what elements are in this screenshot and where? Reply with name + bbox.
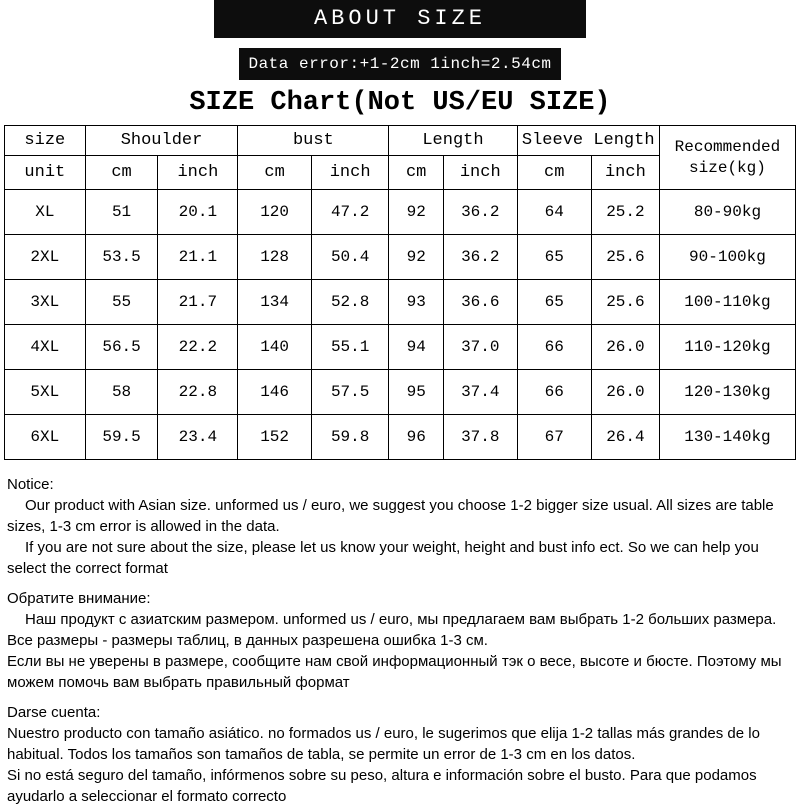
recommended-line2: size(kg) [689, 158, 766, 177]
table-row [5, 235, 796, 280]
value-cell: 93 [389, 280, 444, 325]
value-cell: 92 [389, 190, 444, 235]
notice-en-paragraph-2: If you are not sure about the size, please let us know your weight, height and bust info ect. So we can help you select the correct format [7, 539, 759, 577]
col-header-length: Length [389, 126, 517, 156]
table-row [5, 415, 796, 460]
unit-cell: inch [443, 156, 517, 190]
value-cell: 21.1 [158, 235, 238, 280]
size-cell: XL [5, 190, 86, 235]
notice-es-paragraph-1: Nuestro producto con tamaño asiático. no formados us / euro, le sugerimos que elija 1-2 tallas más grandes de lo habitual. Todos los tamaños son tamaños de tabla, se permite un error de 1-3 cm en los datos. [7, 725, 760, 763]
size-cell: 3XL [5, 280, 86, 325]
value-cell: 95 [389, 370, 444, 415]
unit-cell: cm [85, 156, 158, 190]
unit-cell: cm [238, 156, 312, 190]
size-cell: 2XL [5, 235, 86, 280]
value-cell: 25.6 [591, 235, 659, 280]
value-cell: 59.5 [85, 415, 158, 460]
size-cell: 5XL [5, 370, 86, 415]
value-cell: 94 [389, 325, 444, 370]
notice-ru-paragraph-3: Если вы не уверены в размере, сообщите нам свой информационный тэк о весе, высоте и бюсте. Поэтому мы можем помочь вам выбрать правильный формат [7, 653, 782, 691]
value-cell: 92 [389, 235, 444, 280]
col-header-sleeve-length: Sleeve Length [517, 126, 659, 156]
value-cell: 152 [238, 415, 312, 460]
notice-es-paragraph-2: Si no está seguro del tamaño, infórmenos sobre su peso, altura e información sobre el busto. Para que podamos ayudarlo a seleccionar el formato correcto [7, 767, 757, 805]
unit-cell: inch [591, 156, 659, 190]
value-cell: 56.5 [85, 325, 158, 370]
about-size-banner [214, 0, 586, 38]
notice-title-es: Darse cuenta: [7, 704, 101, 721]
value-cell: 66 [517, 370, 591, 415]
notice-title-ru: Обратите внимание: [7, 590, 151, 607]
value-cell: 21.7 [158, 280, 238, 325]
value-cell: 25.6 [591, 280, 659, 325]
notice-section [0, 460, 800, 807]
value-cell: 55 [85, 280, 158, 325]
recommended-cell: 110-120kg [659, 325, 795, 370]
recommended-cell: 130-140kg [659, 415, 795, 460]
value-cell: 37.0 [443, 325, 517, 370]
value-cell: 55.1 [311, 325, 389, 370]
about-size-title: ABOUT SIZE [313, 6, 487, 31]
value-cell: 36.6 [443, 280, 517, 325]
notice-title-en: Notice: [7, 476, 54, 493]
col-header-bust: bust [238, 126, 389, 156]
value-cell: 50.4 [311, 235, 389, 280]
chart-title: SIZE Chart(Not US/EU SIZE) [189, 88, 611, 118]
unit-cell: inch [158, 156, 238, 190]
value-cell: 26.0 [591, 325, 659, 370]
size-cell: 6XL [5, 415, 86, 460]
table-row [5, 190, 796, 235]
value-cell: 57.5 [311, 370, 389, 415]
value-cell: 66 [517, 325, 591, 370]
value-cell: 128 [238, 235, 312, 280]
value-cell: 36.2 [443, 190, 517, 235]
value-cell: 47.2 [311, 190, 389, 235]
notice-ru-paragraph-1: Наш продукт с азиатским размером. unformed us / euro, мы предлагаем вам выбрать 1-2 больших размера. [25, 611, 777, 628]
value-cell: 65 [517, 235, 591, 280]
recommended-cell: 90-100kg [659, 235, 795, 280]
value-cell: 23.4 [158, 415, 238, 460]
unit-cell: inch [311, 156, 389, 190]
value-cell: 120 [238, 190, 312, 235]
value-cell: 52.8 [311, 280, 389, 325]
unit-header: unit [5, 156, 86, 190]
data-error-text: Data error:+1-2cm 1inch=2.54cm [248, 55, 552, 73]
value-cell: 67 [517, 415, 591, 460]
value-cell: 20.1 [158, 190, 238, 235]
value-cell: 36.2 [443, 235, 517, 280]
value-cell: 37.4 [443, 370, 517, 415]
value-cell: 22.8 [158, 370, 238, 415]
value-cell: 26.0 [591, 370, 659, 415]
unit-cell: cm [389, 156, 444, 190]
value-cell: 146 [238, 370, 312, 415]
value-cell: 51 [85, 190, 158, 235]
value-cell: 58 [85, 370, 158, 415]
col-header-shoulder: Shoulder [85, 126, 238, 156]
value-cell: 59.8 [311, 415, 389, 460]
table-row [5, 370, 796, 415]
value-cell: 134 [238, 280, 312, 325]
data-error-banner [239, 48, 561, 80]
table-row [5, 280, 796, 325]
notice-en-paragraph-1: Our product with Asian size. unformed us / euro, we suggest you choose 1-2 bigger size usual. All sizes are table sizes, 1-3 cm error is allowed in the data. [7, 497, 774, 535]
table-row [5, 325, 796, 370]
recommended-cell: 120-130kg [659, 370, 795, 415]
recommended-line1: Recommended [674, 137, 781, 156]
value-cell: 37.8 [443, 415, 517, 460]
col-header-size: size [5, 126, 86, 156]
size-chart-table [4, 125, 796, 460]
recommended-cell: 80-90kg [659, 190, 795, 235]
value-cell: 65 [517, 280, 591, 325]
value-cell: 96 [389, 415, 444, 460]
value-cell: 26.4 [591, 415, 659, 460]
value-cell: 64 [517, 190, 591, 235]
recommended-cell: 100-110kg [659, 280, 795, 325]
size-cell: 4XL [5, 325, 86, 370]
value-cell: 22.2 [158, 325, 238, 370]
value-cell: 140 [238, 325, 312, 370]
value-cell: 25.2 [591, 190, 659, 235]
table-header-group-row [5, 126, 796, 156]
notice-ru-paragraph-2: Все размеры - размеры таблиц, в данных разрешена ошибка 1-3 см. [7, 632, 488, 649]
col-header-recommended [659, 126, 795, 190]
unit-cell: cm [517, 156, 591, 190]
value-cell: 53.5 [85, 235, 158, 280]
